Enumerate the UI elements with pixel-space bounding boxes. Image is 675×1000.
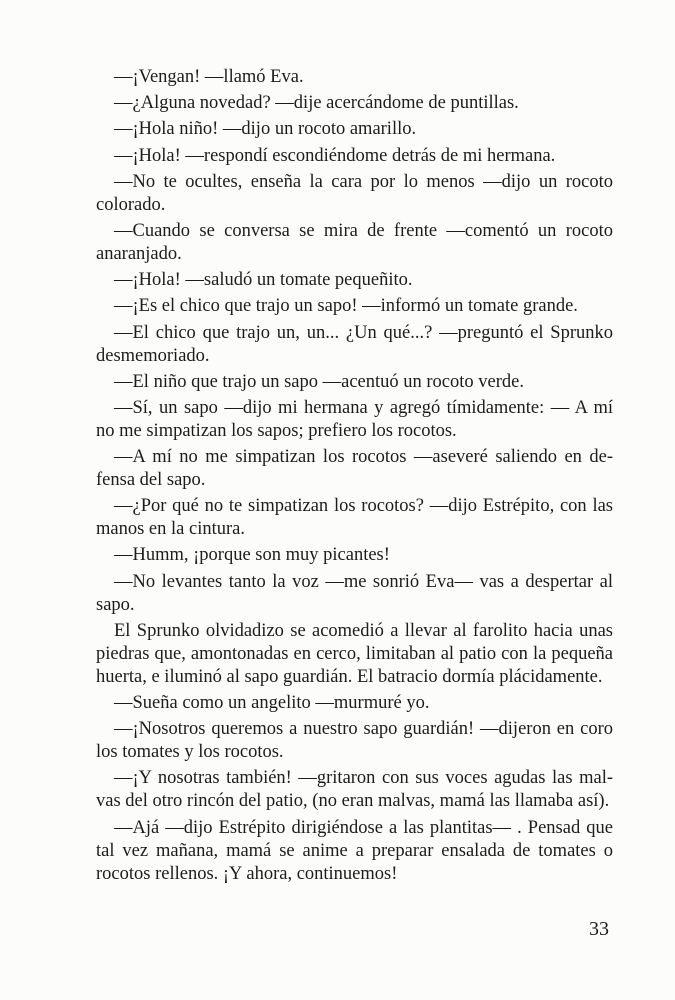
text-line: —Sí, un sapo —dijo mi hermana y agregó tímidamente: — A mí — [114, 397, 613, 418]
text-line: fensa del sapo. — [96, 470, 206, 491]
text-line: vas del otro rincón del patio, (no eran malvas, mamá las llamaba así). — [96, 791, 610, 812]
text-line: anaranjado. — [96, 243, 182, 264]
paragraph — [96, 495, 613, 541]
text-line: colorado. — [96, 194, 166, 215]
paragraph — [96, 171, 613, 217]
paragraph — [96, 767, 613, 813]
text-line: —El chico que trajo un, un... ¿Un qué...? —preguntó el Sprunko — [114, 322, 613, 343]
paragraph — [96, 145, 613, 168]
paragraph — [96, 397, 613, 443]
text-line: —¡Hola! —respondí escondiéndome detrás de mi hermana. — [114, 145, 556, 166]
text-line: huerta, e iluminó al sapo guardián. El batracio dormía plácidamente. — [96, 666, 603, 687]
text-line: tal vez mañana, mamá se anime a preparar ensalada de tomates o — [96, 840, 613, 861]
text-line: —¿Por qué no te simpatizan los rocotos? —dijo Estrépito, con las — [114, 496, 613, 517]
text-line: desmemoriado. — [96, 345, 210, 366]
paragraph — [96, 220, 613, 266]
text-line: —¿Alguna novedad? —dije acercándome de puntillas. — [114, 93, 519, 114]
text-line: —No levantes tanto la voz —me sonrió Eva— vas a despertar al — [114, 571, 613, 592]
text-line: —Ajá —dijo Estrépito dirigiéndose a las plantitas— . Pensad que — [114, 817, 613, 838]
text-line: —¡Nosotros queremos a nuestro sapo guardián! —dijeron en coro — [114, 719, 613, 740]
paragraph — [96, 295, 613, 318]
text-line: El Sprunko olvidadizo se acomedió a llevar al farolito hacia unas — [114, 620, 613, 641]
text-line: —¡Es el chico que trajo un sapo! —informó un tomate grande. — [114, 296, 578, 317]
paragraph — [96, 718, 613, 764]
text-line: —¡Y nosotras también! —gritaron con sus voces agudas las mal- — [114, 768, 613, 789]
paragraph — [96, 692, 613, 715]
page-body-text — [96, 66, 613, 889]
paragraph — [96, 269, 613, 292]
text-line: —Cuando se conversa se mira de frente —comentó un rocoto — [114, 220, 613, 241]
text-line: sapo. — [96, 594, 135, 615]
text-line: —¡Hola niño! —dijo un rocoto amarillo. — [114, 119, 417, 140]
text-line: rocotos rellenos. ¡Y ahora, continuemos! — [96, 863, 398, 884]
text-line: manos en la cintura. — [96, 519, 245, 540]
paragraph — [96, 371, 613, 394]
paragraph — [96, 92, 613, 115]
paragraph — [96, 571, 613, 617]
text-line: —El niño que trajo un sapo —acentuó un rocoto verde. — [114, 371, 524, 392]
text-line: —¡Vengan! —llamó Eva. — [114, 67, 304, 87]
text-line: los tomates y los rocotos. — [96, 742, 284, 763]
text-line: —Sueña como un angelito —murmuré yo. — [114, 693, 430, 713]
paragraph — [96, 620, 613, 689]
paragraph — [96, 322, 613, 368]
paragraph — [96, 118, 613, 141]
paragraph — [96, 817, 613, 886]
text-line: —A mí no me simpatizan los rocotos —aseveré saliendo en de- — [114, 447, 613, 468]
paragraph — [96, 66, 613, 89]
text-line: —No te ocultes, enseña la cara por lo menos —dijo un rocoto — [114, 171, 613, 192]
text-line: —Humm, ¡porque son muy picantes! — [114, 545, 390, 566]
page-number: 33 — [589, 918, 609, 940]
text-line: —¡Hola! —saludó un tomate pequeñito. — [114, 270, 413, 291]
paragraph — [96, 446, 613, 492]
text-line: no me simpatizan los sapos; prefiero los rocotos. — [96, 420, 457, 441]
text-line: piedras que, amontonadas en cerco, limitaban al patio con la pequeña — [96, 643, 613, 664]
paragraph — [96, 544, 613, 567]
